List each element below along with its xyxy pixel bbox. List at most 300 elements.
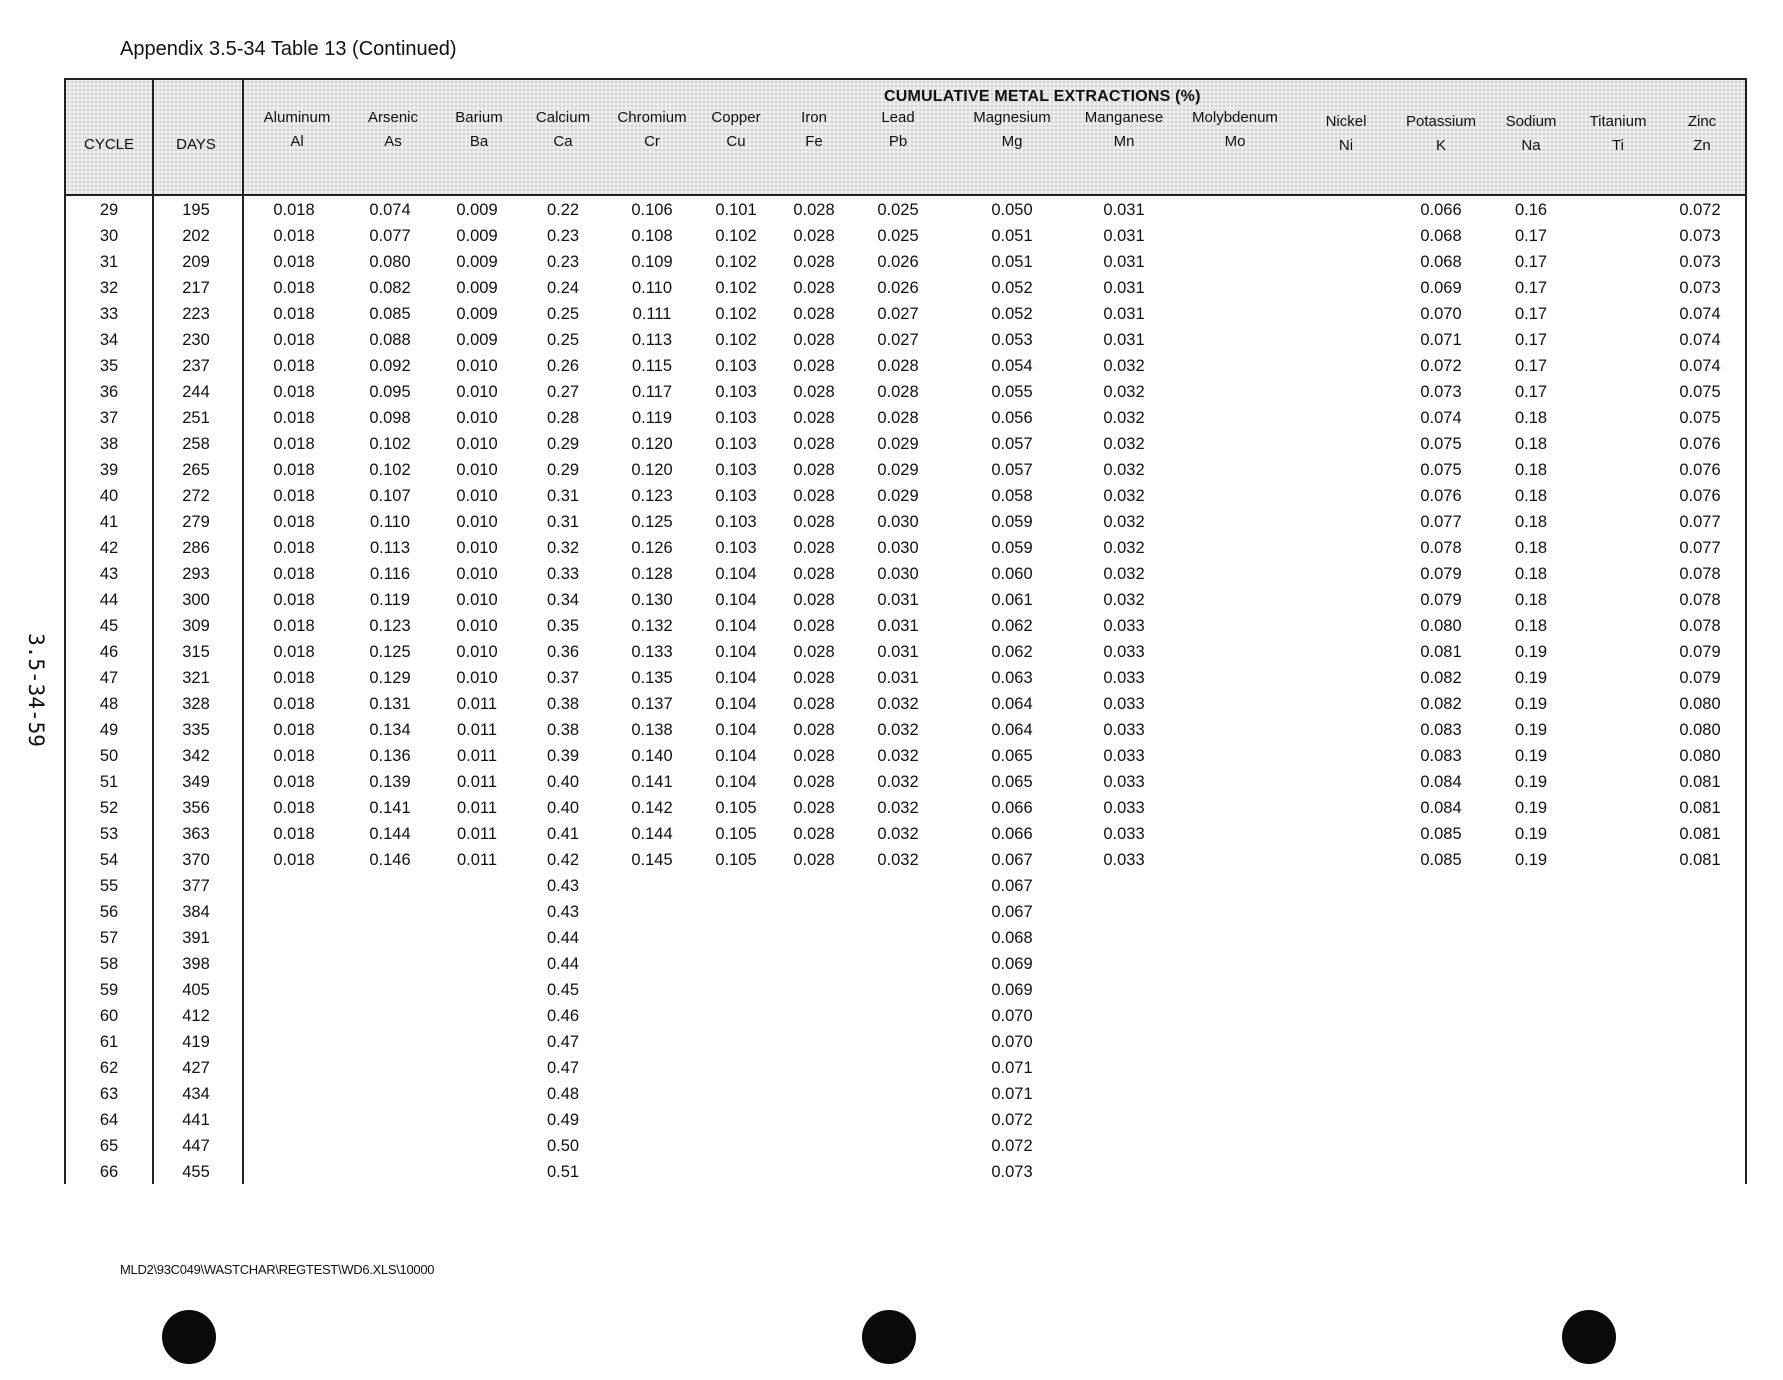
cell-mn: 0.033 bbox=[1103, 851, 1145, 869]
cell-cycle: 34 bbox=[99, 331, 119, 349]
cell-fe: 0.028 bbox=[793, 279, 835, 297]
cell-mg: 0.072 bbox=[991, 1137, 1033, 1155]
punch-hole bbox=[162, 1310, 216, 1364]
cell-pb: 0.032 bbox=[877, 799, 919, 817]
cell-cycle: 40 bbox=[99, 487, 119, 505]
cell-cycle: 41 bbox=[99, 513, 119, 531]
cell-cycle: 63 bbox=[99, 1085, 119, 1103]
cell-pb: 0.031 bbox=[877, 669, 919, 687]
header-metal-magnesium bbox=[967, 106, 1057, 154]
cell-ba: 0.010 bbox=[456, 357, 498, 375]
cell-na: 0.19 bbox=[1514, 695, 1548, 713]
cell-cycle: 48 bbox=[99, 695, 119, 713]
cell-cu: 0.103 bbox=[715, 383, 757, 401]
cell-na: 0.19 bbox=[1514, 643, 1548, 661]
cell-k: 0.068 bbox=[1420, 227, 1462, 245]
cell-k: 0.078 bbox=[1420, 539, 1462, 557]
cell-mg: 0.063 bbox=[991, 669, 1033, 687]
table-row bbox=[66, 925, 1745, 951]
cell-ca: 0.49 bbox=[546, 1111, 580, 1129]
cell-mg: 0.067 bbox=[991, 903, 1033, 921]
cell-cu: 0.102 bbox=[715, 227, 757, 245]
cell-pb: 0.026 bbox=[877, 279, 919, 297]
header-metal-copper bbox=[691, 106, 781, 154]
cell-mn: 0.033 bbox=[1103, 721, 1145, 739]
cell-cycle: 45 bbox=[99, 617, 119, 635]
cell-ca: 0.47 bbox=[546, 1033, 580, 1051]
cell-days: 293 bbox=[182, 565, 210, 583]
cell-cr: 0.120 bbox=[631, 461, 673, 479]
cell-mn: 0.033 bbox=[1103, 747, 1145, 765]
cell-as: 0.136 bbox=[369, 747, 411, 765]
cell-pb: 0.026 bbox=[877, 253, 919, 271]
cell-cr: 0.110 bbox=[631, 279, 673, 297]
cell-na: 0.18 bbox=[1514, 539, 1548, 557]
cell-fe: 0.028 bbox=[793, 539, 835, 557]
cell-mg: 0.055 bbox=[991, 383, 1033, 401]
cell-cycle: 43 bbox=[99, 565, 119, 583]
cell-zn: 0.072 bbox=[1679, 201, 1721, 219]
cell-k: 0.084 bbox=[1420, 799, 1462, 817]
cell-na: 0.19 bbox=[1514, 747, 1548, 765]
table-header bbox=[66, 78, 1745, 196]
metal-symbol: Ca bbox=[553, 133, 573, 150]
cell-ca: 0.45 bbox=[546, 981, 580, 999]
cell-cr: 0.111 bbox=[632, 305, 672, 323]
cell-days: 384 bbox=[182, 903, 210, 921]
cell-na: 0.18 bbox=[1514, 591, 1548, 609]
cell-days: 230 bbox=[182, 331, 210, 349]
cell-ca: 0.40 bbox=[546, 773, 580, 791]
cell-al: 0.018 bbox=[273, 253, 315, 271]
cell-cr: 0.117 bbox=[631, 383, 673, 401]
cell-days: 286 bbox=[182, 539, 210, 557]
metal-symbol: Zn bbox=[1693, 137, 1711, 154]
cell-zn: 0.075 bbox=[1679, 383, 1721, 401]
cell-as: 0.134 bbox=[369, 721, 411, 739]
cell-mg: 0.061 bbox=[991, 591, 1033, 609]
cell-days: 405 bbox=[182, 981, 210, 999]
metal-name: Arsenic bbox=[367, 109, 419, 126]
cell-ba: 0.011 bbox=[456, 773, 498, 791]
cell-days: 363 bbox=[182, 825, 210, 843]
cell-ca: 0.35 bbox=[546, 617, 580, 635]
cell-k: 0.068 bbox=[1420, 253, 1462, 271]
cell-days: 272 bbox=[182, 487, 210, 505]
metal-symbol: Cu bbox=[726, 133, 746, 150]
cell-ba: 0.009 bbox=[456, 253, 498, 271]
cell-days: 315 bbox=[182, 643, 210, 661]
table-row bbox=[66, 769, 1745, 795]
cell-al: 0.018 bbox=[273, 409, 315, 427]
cell-ba: 0.010 bbox=[456, 513, 498, 531]
cell-as: 0.141 bbox=[369, 799, 411, 817]
cell-cr: 0.144 bbox=[631, 825, 673, 843]
metal-name: Chromium bbox=[617, 109, 687, 126]
cell-pb: 0.025 bbox=[877, 201, 919, 219]
cell-zn: 0.077 bbox=[1679, 513, 1721, 531]
cell-mn: 0.031 bbox=[1103, 253, 1145, 271]
metal-name: Zinc bbox=[1687, 113, 1717, 130]
cell-mn: 0.031 bbox=[1103, 201, 1145, 219]
cell-ca: 0.33 bbox=[546, 565, 580, 583]
cell-days: 258 bbox=[182, 435, 210, 453]
cell-as: 0.074 bbox=[369, 201, 411, 219]
cell-zn: 0.076 bbox=[1679, 461, 1721, 479]
table-row bbox=[66, 743, 1745, 769]
cell-cr: 0.125 bbox=[631, 513, 673, 531]
cell-zn: 0.081 bbox=[1679, 773, 1721, 791]
cell-al: 0.018 bbox=[273, 591, 315, 609]
cell-cycle: 36 bbox=[99, 383, 119, 401]
table-row bbox=[66, 1029, 1745, 1055]
cell-al: 0.018 bbox=[273, 617, 315, 635]
cell-cu: 0.104 bbox=[715, 617, 757, 635]
cell-cycle: 56 bbox=[99, 903, 119, 921]
metal-name: Molybdenum bbox=[1192, 109, 1278, 126]
table-row bbox=[66, 197, 1745, 223]
cell-mg: 0.064 bbox=[991, 721, 1033, 739]
cell-mg: 0.053 bbox=[991, 331, 1033, 349]
cell-mn: 0.032 bbox=[1103, 487, 1145, 505]
cell-ca: 0.26 bbox=[546, 357, 580, 375]
cell-cycle: 55 bbox=[99, 877, 119, 895]
cell-days: 342 bbox=[182, 747, 210, 765]
cell-ca: 0.31 bbox=[546, 513, 580, 531]
cell-cr: 0.115 bbox=[631, 357, 673, 375]
metal-name: Magnesium bbox=[973, 109, 1051, 126]
header-metal-chromium bbox=[607, 106, 697, 154]
metal-symbol: K bbox=[1435, 137, 1446, 154]
cell-al: 0.018 bbox=[273, 201, 315, 219]
cell-pb: 0.028 bbox=[877, 383, 919, 401]
metal-symbol: Pb bbox=[888, 133, 908, 150]
cell-pb: 0.027 bbox=[877, 305, 919, 323]
cell-ba: 0.010 bbox=[456, 591, 498, 609]
cell-days: 202 bbox=[182, 227, 210, 245]
cell-zn: 0.074 bbox=[1679, 357, 1721, 375]
cell-cycle: 61 bbox=[99, 1033, 119, 1051]
cell-al: 0.018 bbox=[273, 279, 315, 297]
table-row bbox=[66, 1055, 1745, 1081]
cell-pb: 0.031 bbox=[877, 617, 919, 635]
header-metal-sodium bbox=[1486, 110, 1576, 158]
cell-days: 356 bbox=[182, 799, 210, 817]
cell-cr: 0.119 bbox=[631, 409, 673, 427]
cell-cu: 0.103 bbox=[715, 461, 757, 479]
cell-ba: 0.009 bbox=[456, 201, 498, 219]
cell-al: 0.018 bbox=[273, 747, 315, 765]
cell-ba: 0.009 bbox=[456, 279, 498, 297]
cell-as: 0.146 bbox=[369, 851, 411, 869]
cell-mn: 0.031 bbox=[1103, 331, 1145, 349]
cell-cycle: 50 bbox=[99, 747, 119, 765]
cell-as: 0.139 bbox=[369, 773, 411, 791]
cell-cu: 0.104 bbox=[715, 695, 757, 713]
cell-mg: 0.062 bbox=[991, 643, 1033, 661]
cell-mg: 0.070 bbox=[991, 1007, 1033, 1025]
cell-ca: 0.44 bbox=[546, 955, 580, 973]
cell-na: 0.19 bbox=[1514, 669, 1548, 687]
cell-cr: 0.126 bbox=[631, 539, 673, 557]
cell-mg: 0.072 bbox=[991, 1111, 1033, 1129]
table-row bbox=[66, 1133, 1745, 1159]
table-row bbox=[66, 457, 1745, 483]
cell-zn: 0.080 bbox=[1679, 747, 1721, 765]
cell-zn: 0.080 bbox=[1679, 695, 1721, 713]
cell-mg: 0.057 bbox=[991, 461, 1033, 479]
cell-na: 0.19 bbox=[1514, 721, 1548, 739]
cell-mg: 0.066 bbox=[991, 825, 1033, 843]
cell-cu: 0.103 bbox=[715, 513, 757, 531]
cell-cu: 0.102 bbox=[715, 279, 757, 297]
metal-symbol: Mg bbox=[1001, 133, 1023, 150]
table-row bbox=[66, 535, 1745, 561]
cell-ca: 0.40 bbox=[546, 799, 580, 817]
cell-mg: 0.059 bbox=[991, 513, 1033, 531]
cell-k: 0.079 bbox=[1420, 591, 1462, 609]
table-row bbox=[66, 795, 1745, 821]
cell-days: 328 bbox=[182, 695, 210, 713]
cell-as: 0.144 bbox=[369, 825, 411, 843]
cell-na: 0.18 bbox=[1514, 617, 1548, 635]
metal-symbol: Al bbox=[290, 133, 304, 150]
cell-ca: 0.25 bbox=[546, 331, 580, 349]
cell-cu: 0.102 bbox=[715, 253, 757, 271]
cell-cu: 0.103 bbox=[715, 409, 757, 427]
cell-mn: 0.031 bbox=[1103, 305, 1145, 323]
cell-pb: 0.031 bbox=[877, 591, 919, 609]
cell-ba: 0.009 bbox=[456, 227, 498, 245]
cell-fe: 0.028 bbox=[793, 591, 835, 609]
cell-cycle: 42 bbox=[99, 539, 119, 557]
table-row bbox=[66, 301, 1745, 327]
file-path-footer: MLD2\93C049\WASTCHAR\REGTEST\WD6.XLS\10000 bbox=[120, 1262, 435, 1277]
group-title: CUMULATIVE METAL EXTRACTIONS (%) bbox=[884, 88, 1201, 105]
cell-k: 0.075 bbox=[1420, 435, 1462, 453]
metal-name: Copper bbox=[711, 109, 761, 126]
cell-fe: 0.028 bbox=[793, 201, 835, 219]
cell-cu: 0.104 bbox=[715, 721, 757, 739]
cell-cr: 0.106 bbox=[631, 201, 673, 219]
cell-ba: 0.010 bbox=[456, 565, 498, 583]
cell-al: 0.018 bbox=[273, 695, 315, 713]
cell-na: 0.17 bbox=[1514, 383, 1548, 401]
cell-cu: 0.103 bbox=[715, 539, 757, 557]
cell-mn: 0.033 bbox=[1103, 617, 1145, 635]
cell-fe: 0.028 bbox=[793, 253, 835, 271]
cell-zn: 0.079 bbox=[1679, 669, 1721, 687]
cell-cycle: 62 bbox=[99, 1059, 119, 1077]
cell-mn: 0.032 bbox=[1103, 591, 1145, 609]
cell-ca: 0.23 bbox=[546, 253, 580, 271]
cell-days: 195 bbox=[182, 201, 210, 219]
cell-cr: 0.130 bbox=[631, 591, 673, 609]
cell-na: 0.17 bbox=[1514, 305, 1548, 323]
cell-mg: 0.051 bbox=[991, 253, 1033, 271]
cell-days: 434 bbox=[182, 1085, 210, 1103]
cell-k: 0.082 bbox=[1420, 669, 1462, 687]
cell-pb: 0.032 bbox=[877, 851, 919, 869]
cell-ca: 0.32 bbox=[546, 539, 580, 557]
cell-pb: 0.029 bbox=[877, 461, 919, 479]
cell-fe: 0.028 bbox=[793, 227, 835, 245]
cell-na: 0.18 bbox=[1514, 461, 1548, 479]
cell-cu: 0.102 bbox=[715, 331, 757, 349]
cell-mn: 0.033 bbox=[1103, 825, 1145, 843]
cell-al: 0.018 bbox=[273, 331, 315, 349]
cell-cr: 0.140 bbox=[631, 747, 673, 765]
cell-cycle: 32 bbox=[99, 279, 119, 297]
cell-cycle: 65 bbox=[99, 1137, 119, 1155]
cell-mn: 0.032 bbox=[1103, 565, 1145, 583]
cell-pb: 0.025 bbox=[877, 227, 919, 245]
cell-as: 0.085 bbox=[369, 305, 411, 323]
cell-ba: 0.010 bbox=[456, 669, 498, 687]
cell-as: 0.098 bbox=[369, 409, 411, 427]
cell-ca: 0.44 bbox=[546, 929, 580, 947]
metal-name: Potassium bbox=[1405, 113, 1477, 130]
cell-mg: 0.058 bbox=[991, 487, 1033, 505]
table-row bbox=[66, 665, 1745, 691]
cell-ba: 0.011 bbox=[456, 721, 498, 739]
cell-ba: 0.010 bbox=[456, 617, 498, 635]
cell-cu: 0.104 bbox=[715, 773, 757, 791]
cell-mg: 0.065 bbox=[991, 747, 1033, 765]
cell-days: 447 bbox=[182, 1137, 210, 1155]
cell-mg: 0.051 bbox=[991, 227, 1033, 245]
cell-ca: 0.50 bbox=[546, 1137, 580, 1155]
cell-cr: 0.145 bbox=[631, 851, 673, 869]
table-row bbox=[66, 249, 1745, 275]
cell-ca: 0.29 bbox=[546, 435, 580, 453]
cell-as: 0.125 bbox=[369, 643, 411, 661]
cell-zn: 0.078 bbox=[1679, 591, 1721, 609]
cell-zn: 0.081 bbox=[1679, 851, 1721, 869]
cell-cr: 0.109 bbox=[631, 253, 673, 271]
cell-pb: 0.032 bbox=[877, 825, 919, 843]
header-metal-arsenic bbox=[348, 106, 438, 154]
cell-al: 0.018 bbox=[273, 513, 315, 531]
cell-cu: 0.104 bbox=[715, 591, 757, 609]
cell-cycle: 52 bbox=[99, 799, 119, 817]
cell-na: 0.17 bbox=[1514, 331, 1548, 349]
header-metal-nickel bbox=[1301, 110, 1391, 158]
header-metal-barium bbox=[434, 106, 524, 154]
cell-na: 0.19 bbox=[1514, 773, 1548, 791]
cell-pb: 0.032 bbox=[877, 695, 919, 713]
cell-cu: 0.102 bbox=[715, 305, 757, 323]
cell-days: 455 bbox=[182, 1163, 210, 1181]
cell-k: 0.080 bbox=[1420, 617, 1462, 635]
cell-mg: 0.059 bbox=[991, 539, 1033, 557]
cell-zn: 0.076 bbox=[1679, 487, 1721, 505]
cell-ba: 0.011 bbox=[456, 851, 498, 869]
cell-mg: 0.071 bbox=[991, 1059, 1033, 1077]
cell-pb: 0.032 bbox=[877, 721, 919, 739]
cell-al: 0.018 bbox=[273, 487, 315, 505]
cell-k: 0.070 bbox=[1420, 305, 1462, 323]
cell-ca: 0.27 bbox=[546, 383, 580, 401]
cell-al: 0.018 bbox=[273, 461, 315, 479]
cell-as: 0.131 bbox=[369, 695, 411, 713]
cell-ca: 0.22 bbox=[546, 201, 580, 219]
cell-as: 0.088 bbox=[369, 331, 411, 349]
cell-cycle: 51 bbox=[99, 773, 119, 791]
table-row bbox=[66, 1107, 1745, 1133]
cell-pb: 0.027 bbox=[877, 331, 919, 349]
cell-days: 349 bbox=[182, 773, 210, 791]
cell-pb: 0.029 bbox=[877, 435, 919, 453]
table-row bbox=[66, 223, 1745, 249]
cell-al: 0.018 bbox=[273, 825, 315, 843]
cell-ba: 0.010 bbox=[456, 461, 498, 479]
cell-k: 0.083 bbox=[1420, 721, 1462, 739]
cell-days: 309 bbox=[182, 617, 210, 635]
cell-zn: 0.076 bbox=[1679, 435, 1721, 453]
cell-zn: 0.079 bbox=[1679, 643, 1721, 661]
cell-k: 0.066 bbox=[1420, 201, 1462, 219]
cell-as: 0.102 bbox=[369, 461, 411, 479]
cell-al: 0.018 bbox=[273, 383, 315, 401]
cell-k: 0.072 bbox=[1420, 357, 1462, 375]
table-row bbox=[66, 1081, 1745, 1107]
cell-days: 391 bbox=[182, 929, 210, 947]
cell-mn: 0.031 bbox=[1103, 227, 1145, 245]
cell-na: 0.18 bbox=[1514, 435, 1548, 453]
cell-fe: 0.028 bbox=[793, 851, 835, 869]
cell-days: 265 bbox=[182, 461, 210, 479]
cell-ca: 0.34 bbox=[546, 591, 580, 609]
cell-na: 0.19 bbox=[1514, 851, 1548, 869]
cell-k: 0.071 bbox=[1420, 331, 1462, 349]
cell-as: 0.123 bbox=[369, 617, 411, 635]
table-row bbox=[66, 977, 1745, 1003]
cell-pb: 0.031 bbox=[877, 643, 919, 661]
cell-as: 0.077 bbox=[369, 227, 411, 245]
cell-cr: 0.108 bbox=[631, 227, 673, 245]
cell-ca: 0.51 bbox=[546, 1163, 580, 1181]
cell-as: 0.095 bbox=[369, 383, 411, 401]
cell-k: 0.085 bbox=[1420, 851, 1462, 869]
cell-fe: 0.028 bbox=[793, 331, 835, 349]
table-row bbox=[66, 613, 1745, 639]
cell-mg: 0.068 bbox=[991, 929, 1033, 947]
cell-pb: 0.030 bbox=[877, 539, 919, 557]
table-row bbox=[66, 691, 1745, 717]
cell-cycle: 60 bbox=[99, 1007, 119, 1025]
table-row bbox=[66, 353, 1745, 379]
cell-ba: 0.009 bbox=[456, 305, 498, 323]
metal-symbol: Ba bbox=[469, 133, 489, 150]
cell-as: 0.116 bbox=[369, 565, 411, 583]
table-row bbox=[66, 379, 1745, 405]
cell-na: 0.18 bbox=[1514, 565, 1548, 583]
cell-cu: 0.104 bbox=[715, 747, 757, 765]
cell-k: 0.074 bbox=[1420, 409, 1462, 427]
cell-zn: 0.074 bbox=[1679, 331, 1721, 349]
cell-mn: 0.032 bbox=[1103, 383, 1145, 401]
cell-cycle: 39 bbox=[99, 461, 119, 479]
table-row bbox=[66, 561, 1745, 587]
cell-zn: 0.077 bbox=[1679, 539, 1721, 557]
cell-ca: 0.31 bbox=[546, 487, 580, 505]
cell-cycle: 33 bbox=[99, 305, 119, 323]
cell-days: 427 bbox=[182, 1059, 210, 1077]
cell-na: 0.19 bbox=[1514, 825, 1548, 843]
cell-na: 0.18 bbox=[1514, 487, 1548, 505]
cell-pb: 0.028 bbox=[877, 357, 919, 375]
